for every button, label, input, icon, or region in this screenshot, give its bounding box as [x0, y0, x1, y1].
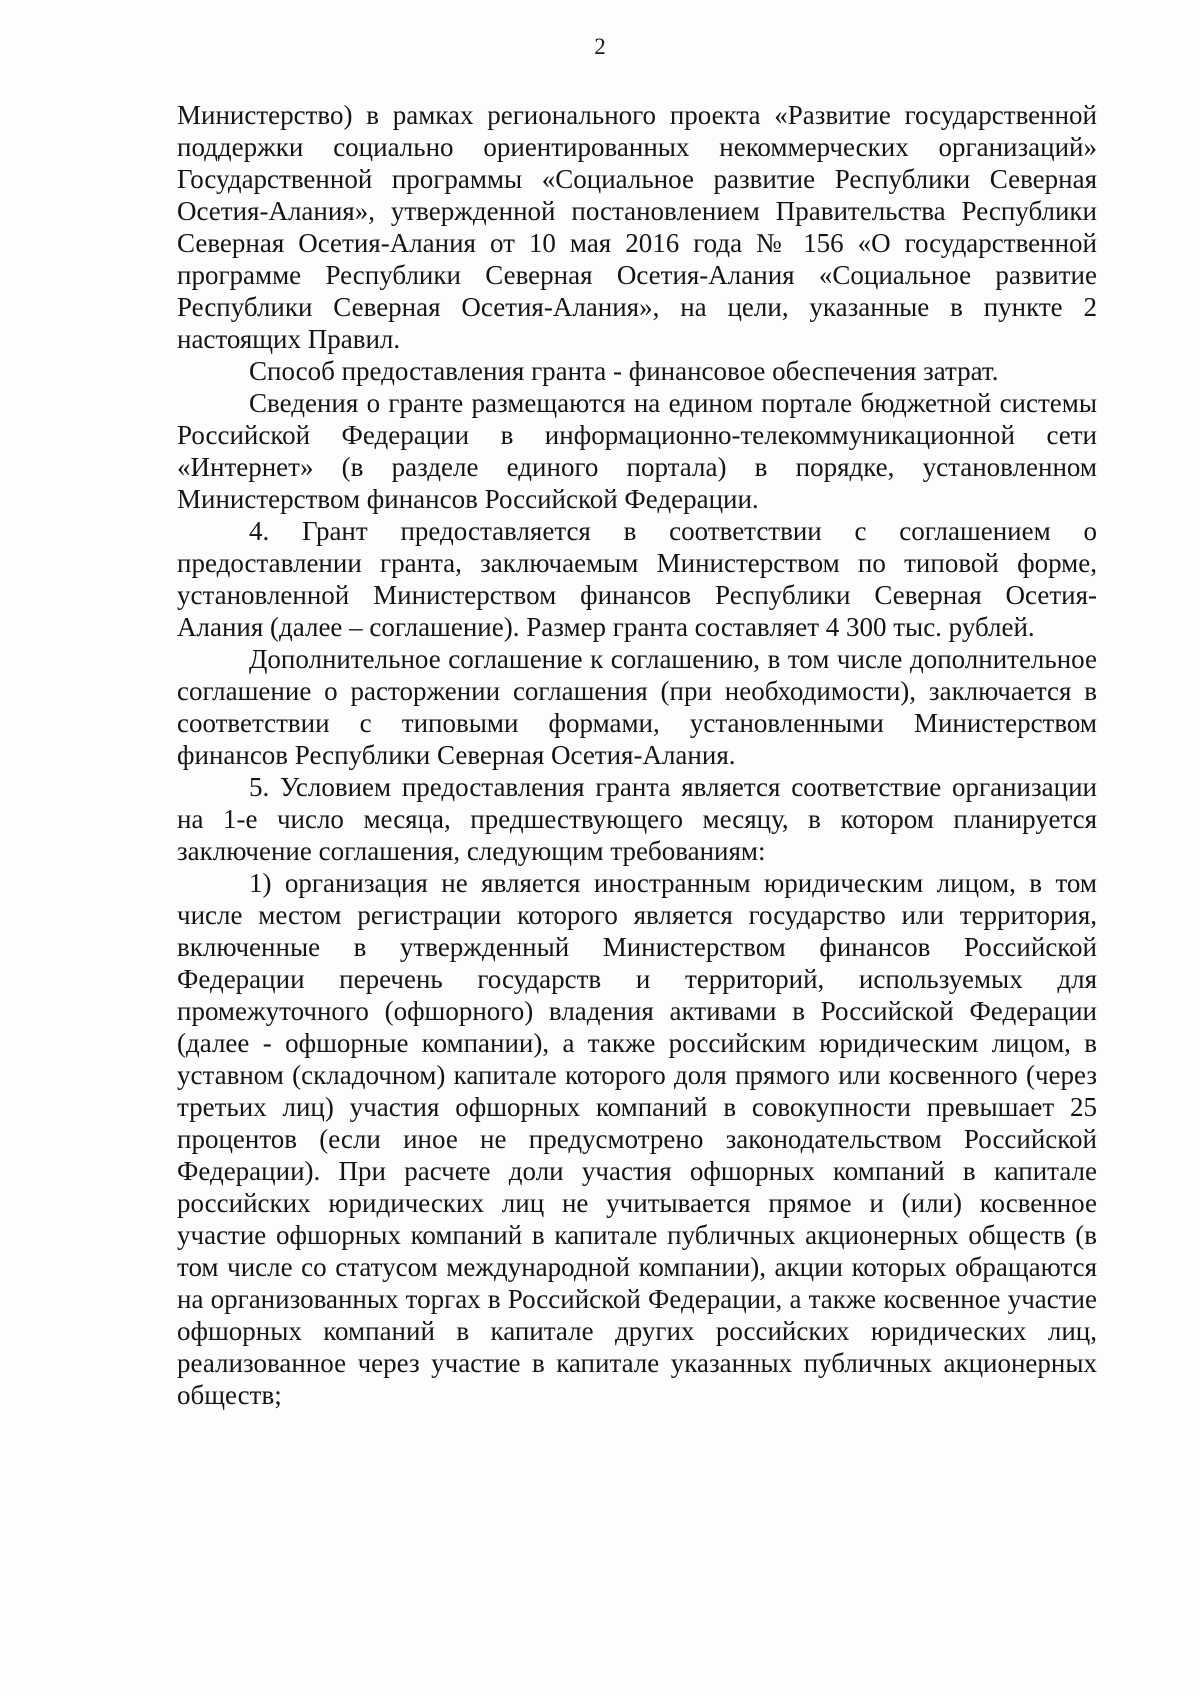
paragraph-1: Министерство) в рамках регионального проекта «Развитие государственной поддержки социально ориентированных некоммерческих организаций» Государственной программы «Социальное развитие Республики Северная Осетия-Алания», утвержденной постановлением Правительства Республики Северная Осетия-Алания от 10 мая 2016 года № 156 «О государственной программе Республики Северная Осетия-Алания «Социальное развитие Республики Северная Осетия-Алания», на цели, указанные в пункте 2 настоящих Правил.: [177, 100, 1097, 354]
paragraph-4: 4. Грант предоставляется в соответствии с соглашением о предоставлении гранта, заключаемым Министерством по типовой форме, установленной Министерством финансов Республики Северная Осетия-Алания (далее – соглашение). Размер гранта составляет 4 300 тыс. рублей.: [177, 516, 1097, 642]
document-body: [177, 99, 1097, 1411]
paragraph-3: Сведения о гранте размещаются на едином портале бюджетной системы Российской Федерации в информационно-телекоммуникационной сети «Интернет» (в разделе единого портала) в порядке, установленном Министерством финансов Российской Федерации.: [177, 388, 1097, 514]
paragraph-6: 5. Условием предоставления гранта является соответствие организации на 1-е число месяца, предшествующего месяцу, в котором планируется заключение соглашения, следующим требованиям:: [177, 772, 1097, 866]
paragraph-7: 1) организация не является иностранным юридическим лицом, в том числе местом регистрации которого является государство или территория, включенные в утвержденный Министерством финансов Российской Федерации перечень государств и территорий, используемых для промежуточного (офшорного) владения активами в Российской Федерации (далее - офшорные компании), а также российским юридическим лицом, в уставном (складочном) капитале которого доля прямого или косвенного (через третьих лиц) участия офшорных компаний в совокупности превышает 25 процентов (если иное не предусмотрено законодательством Российской Федерации). При расчете доли участия офшорных компаний в капитале российских юридических лиц не учитывается прямое и (или) косвенное участие офшорных компаний в капитале публичных акционерных обществ (в том числе со статусом международной компании), акции которых обращаются на организованных торгах в Российской Федерации, а также косвенное участие офшорных компаний в капитале других российских юридических лиц, реализованное через участие в капитале указанных публичных акционерных обществ;: [177, 868, 1097, 1410]
page-number: 2: [594, 34, 606, 59]
paragraph-2: Способ предоставления гранта - финансовое обеспечения затрат.: [249, 356, 999, 386]
paragraph-5: Дополнительное соглашение к соглашению, в том числе дополнительное соглашение о расторжении соглашения (при необходимости), заключается в соответствии с типовыми формами, установленными Министерством финансов Республики Северная Осетия-Алания.: [177, 644, 1097, 770]
